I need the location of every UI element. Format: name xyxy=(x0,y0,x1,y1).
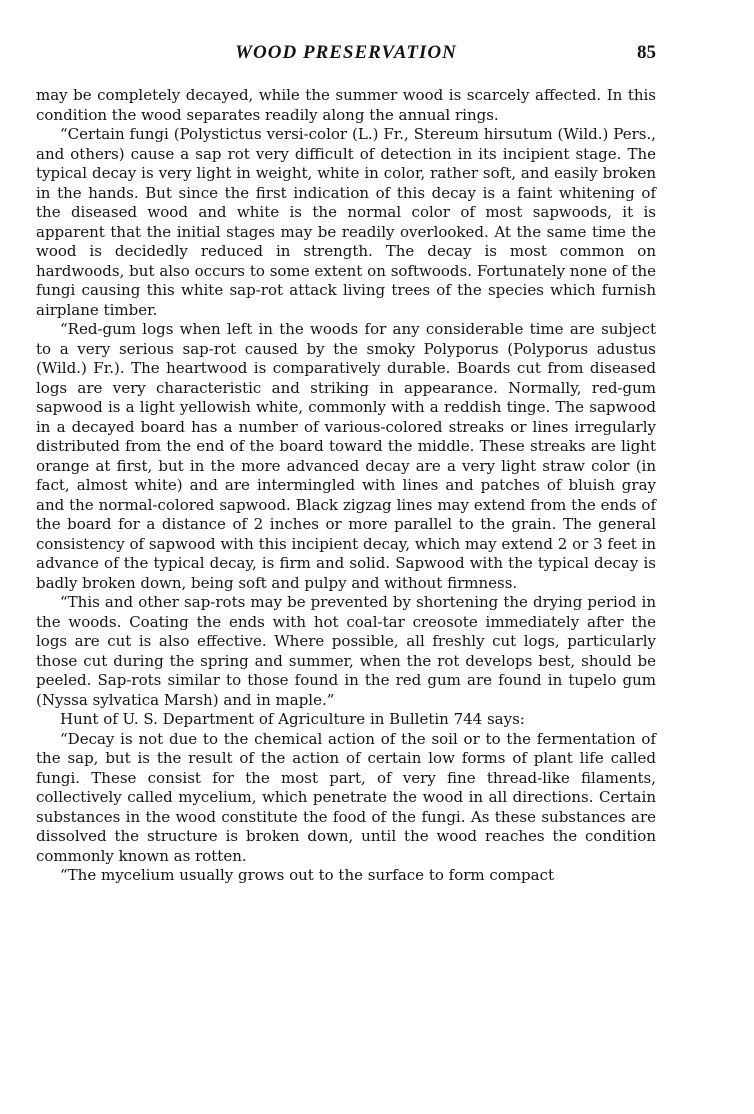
page-number: 85 xyxy=(637,42,656,63)
running-title: WOOD PRESERVATION xyxy=(235,42,457,63)
paragraph-decay-cause: “Decay is not due to the chemical action of the soil or to the fermentation of the sap, but is the result of the action of certain low forms of plant life called fungi. These consist for the most part, of very fine thread-like filaments, collectively called mycelium, which penetrate the wood in all directions. Certain substances in the wood constitute the food of the fungi. As these substances are dissolved the structure is broken down, until the wood reaches the condition commonly known as rotten. xyxy=(36,729,656,865)
paragraph-red-gum-sap-rot: “Red-gum logs when left in the woods for any considerable time are subject to a very serious sap-rot caused by the smoky Polyporus (Polyporus adustus (Wild.) Fr.). The heartwood is comparatively durable. Boards cut from diseased logs are very characteristic and striking in appearance. Normally, red-gum sapwood is a light yellowish white, commonly with a reddish tinge. The sapwood in a decayed board has a number of various-colored streaks or lines irregularly distributed from the end of the board toward the middle. These streaks are light orange at first, but in the more advanced decay are a very light straw color (in fact, almost white) and are intermingled with lines and patches of bluish gray and the normal-colored sapwood. Black zigzag lines may extend from the ends of the board for a distance of 2 inches or more parallel to the grain. The general consistency of sapwood with this incipient decay, which may extend 2 or 3 feet in advance of the typical decay, is firm and solid. Sapwood with the typical decay is badly broken down, being soft and pulpy and without firmness. xyxy=(36,320,656,592)
paragraph-white-sap-rot: “Certain fungi (Polystictus versi-color (L.) Fr., Stereum hirsutum (Wild.) Pers., and others) cause a sap rot very difficult of detection in its incipient stage. The typical decay is very light in weight, white in color, rather soft, and easily broken in the hands. But since the first indication of this decay is a faint whitening of the diseased wood and white is the normal color of most sapwoods, it is apparent that the initial stages may be readily overlooked. At the same time the wood is decidedly reduced in strength. The decay is most common on hardwoods, but also occurs to some extent on softwoods. Fortunately none of the fungi causing this white sap-rot attack living trees of the species which furnish airplane timber. xyxy=(36,125,656,319)
body-text xyxy=(36,86,656,886)
paragraph-prevention: “This and other sap-rots may be prevented by shortening the drying period in the woods. Coating the ends with hot coal-tar creosote immediately after the logs are cut is also effective. Where possible, all freshly cut logs, particularly those cut during the spring and summer, when the rot develops best, should be peeled. Sap-rots similar to those found in the red gum are found in tupelo gum (Nyssa sylvatica Marsh) and in maple.” xyxy=(36,593,656,709)
paragraph-mycelium: “The mycelium usually grows out to the surface to form compact xyxy=(60,866,555,884)
running-head xyxy=(36,40,656,70)
book-page xyxy=(36,40,656,886)
paragraph-continuation: may be completely decayed, while the summer wood is scarcely affected. In this condition the wood separates readily along the annual rings. xyxy=(36,86,656,124)
paragraph-hunt-bulletin: Hunt of U. S. Department of Agriculture in Bulletin 744 says: xyxy=(60,710,525,728)
